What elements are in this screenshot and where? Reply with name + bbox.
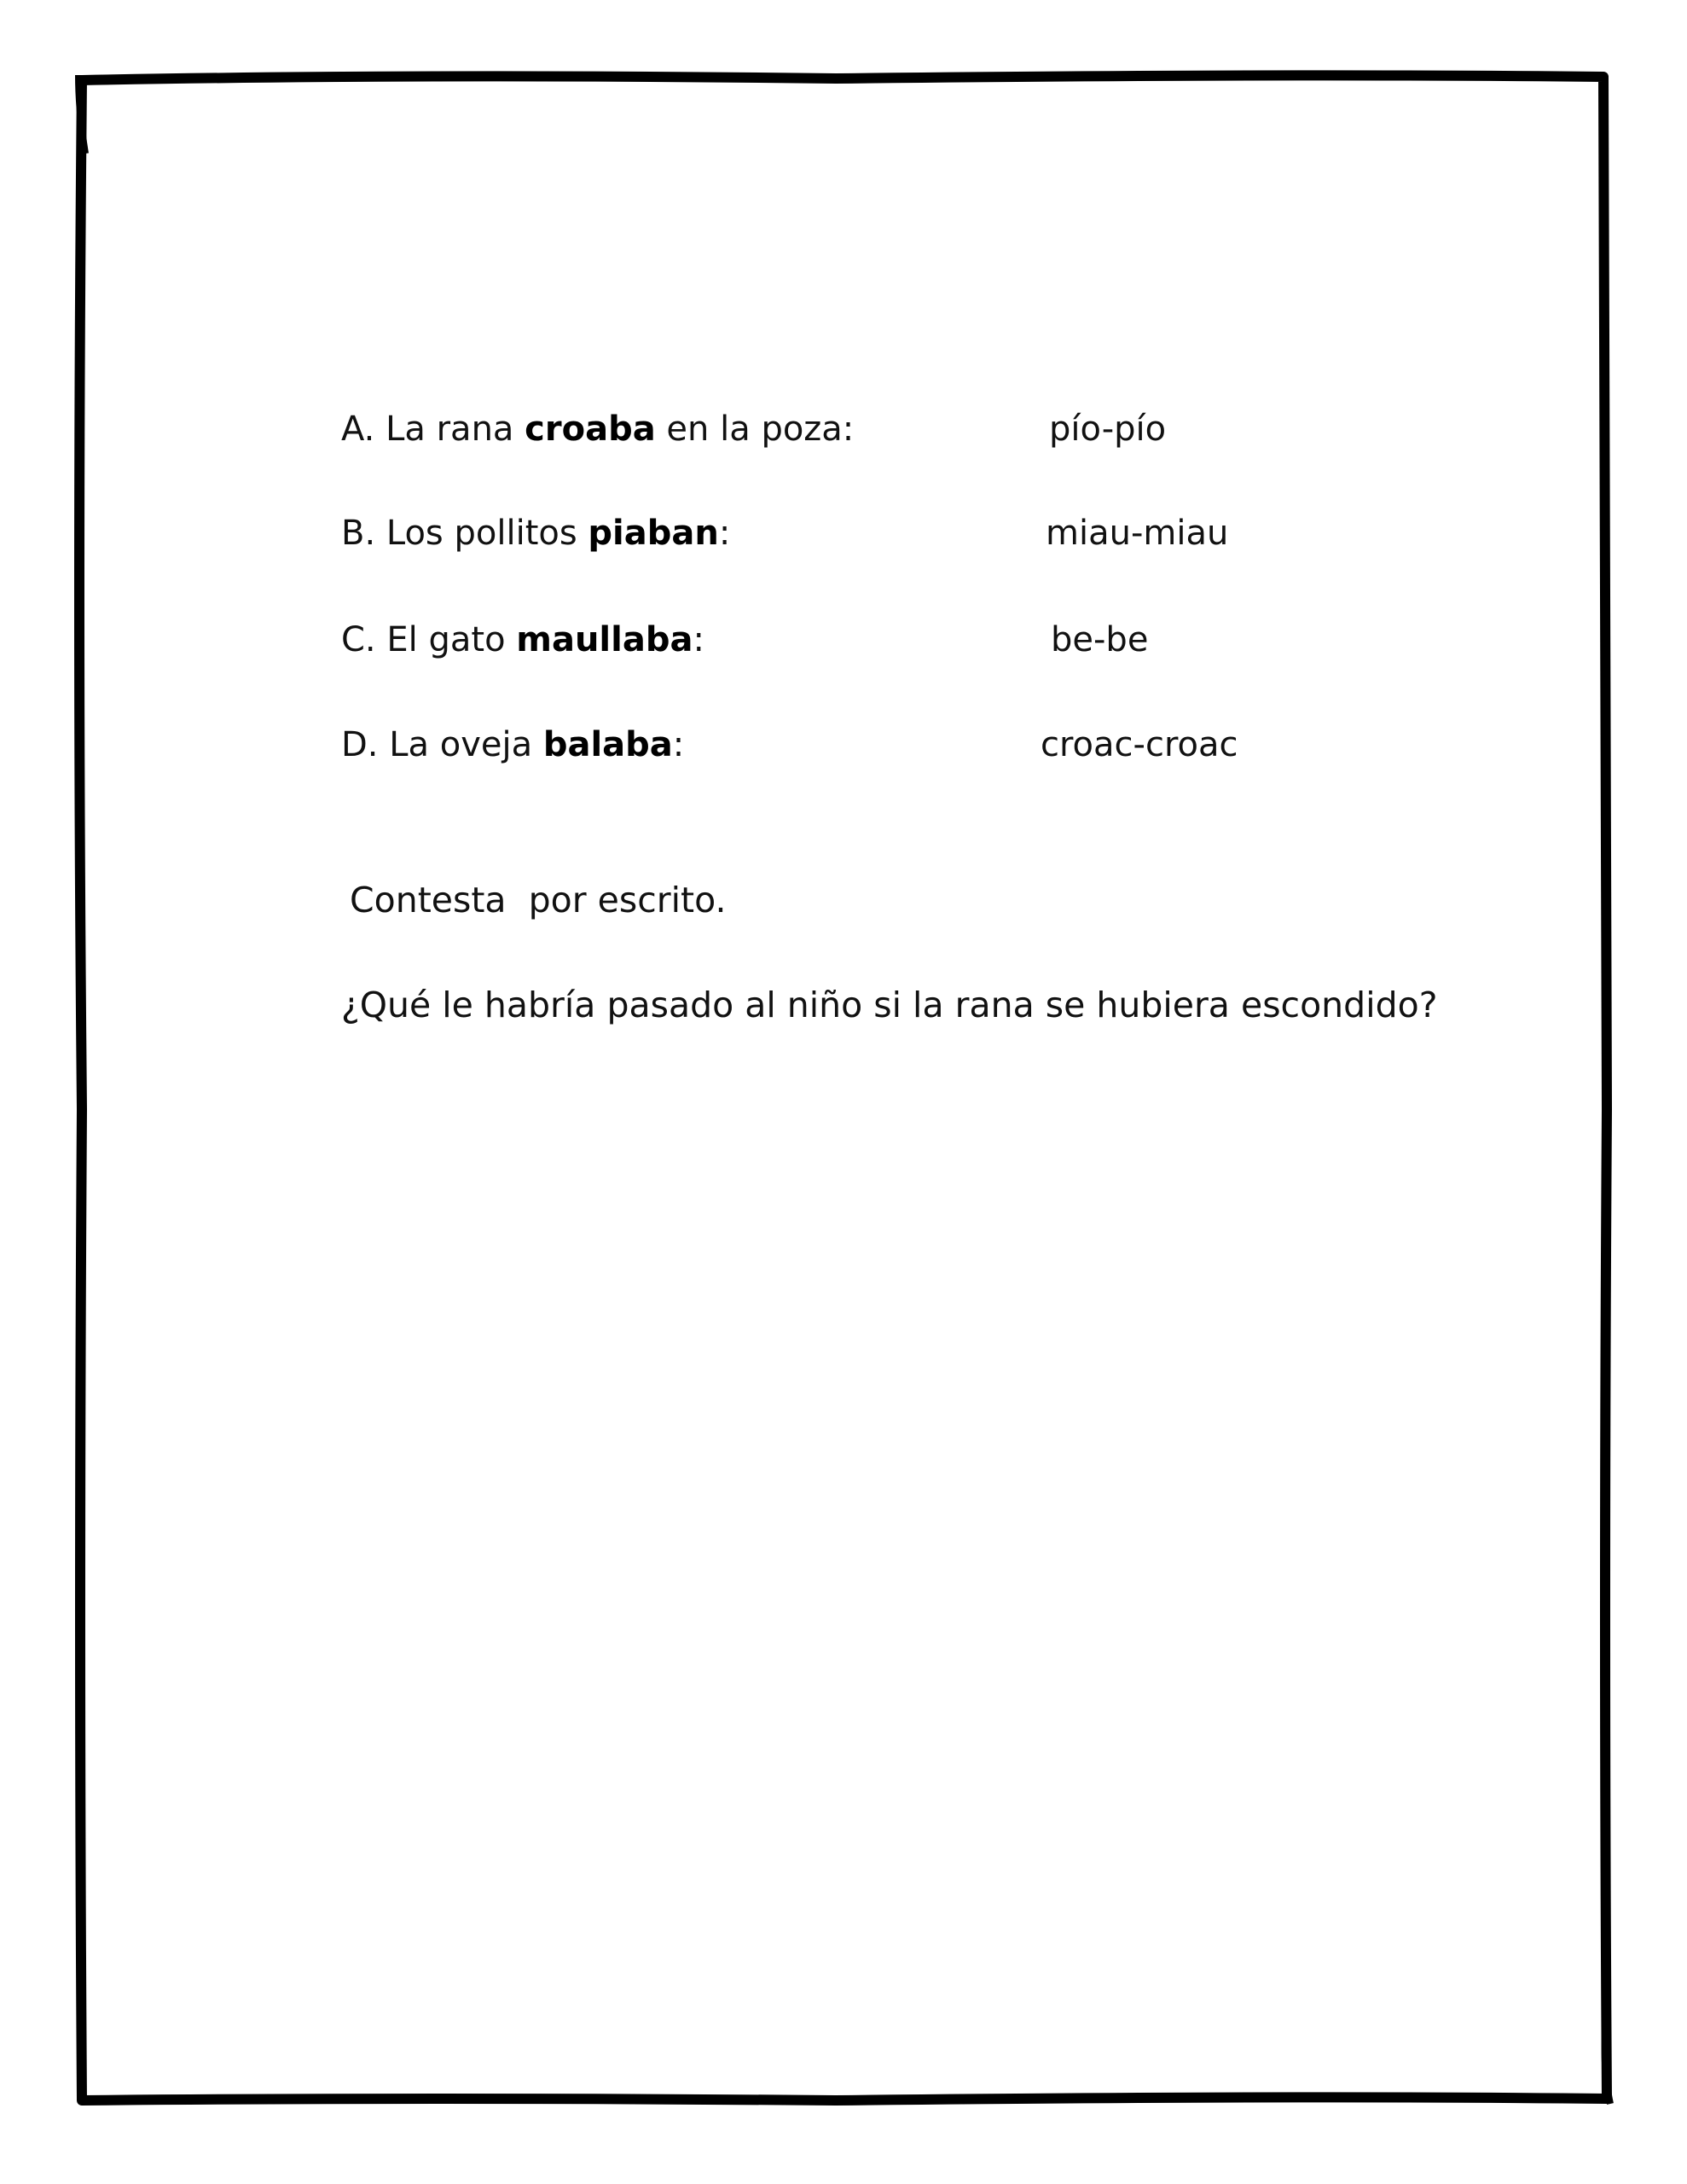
item-text-before: El gato (386, 620, 506, 659)
item-text-after: en la poza: (666, 410, 855, 449)
item-verb: balaba (542, 725, 673, 764)
item-text-after: : (672, 725, 685, 764)
item-letter: B. (341, 514, 376, 553)
match-item-d (341, 715, 1279, 775)
item-text-after: : (693, 620, 704, 659)
item-letter: C. (341, 620, 376, 659)
item-sound: croac-croac (1041, 725, 1238, 764)
item-letter: D. (341, 725, 379, 764)
item-text-before: La oveja (389, 725, 533, 764)
item-text-before: Los pollitos (386, 514, 577, 553)
item-prompt (341, 399, 854, 459)
item-verb: maullaba (516, 620, 693, 659)
item-letter: A. (341, 410, 375, 449)
item-text-after: : (718, 514, 731, 553)
match-item-c (341, 610, 1279, 670)
item-prompt (341, 503, 730, 563)
item-verb: piaban (588, 514, 719, 553)
item-prompt (341, 610, 704, 670)
match-item-a (341, 399, 1279, 459)
match-item-b (341, 503, 1279, 563)
item-prompt (341, 715, 684, 775)
item-verb: croaba (525, 410, 656, 449)
question-text: ¿Qué le habría pasado al niño si la rana se hubiera escondido? (341, 985, 1438, 1025)
item-sound: miau-miau (1046, 514, 1229, 553)
instruction-text: Contesta por escrito. (350, 880, 727, 921)
item-text-before: La rana (386, 410, 514, 449)
item-sound: pío-pío (1049, 410, 1167, 449)
item-sound: be-be (1051, 620, 1149, 659)
